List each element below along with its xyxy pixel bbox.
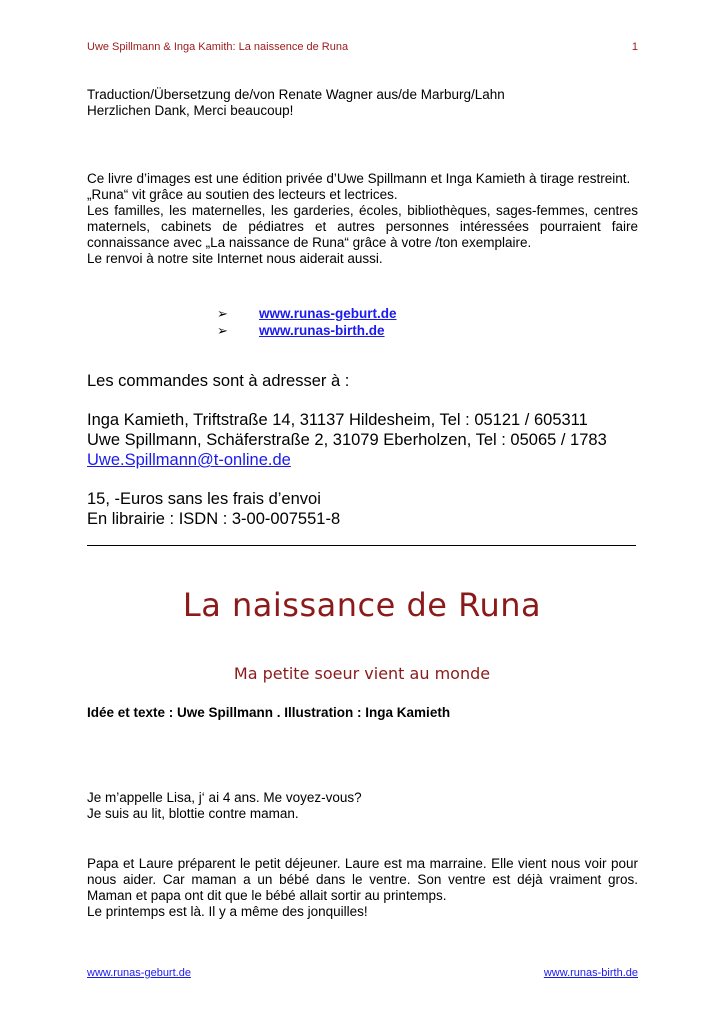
isbn-text: En librairie : ISDN : 3-00-007551-8	[87, 510, 341, 528]
website-list	[217, 305, 397, 339]
address-inga: Inga Kamieth, Triftstraße 14, 31137 Hildesheim, Tel : 05121 / 605311	[87, 411, 588, 429]
story-line-last: Le printemps est là. Il y a même des jonquilles!	[87, 904, 368, 919]
story-line: Je m’appelle Lisa, j‘ ai 4 ans. Me voyez-vous?	[87, 790, 362, 805]
arrow-bullet-icon: ➢	[217, 305, 228, 321]
story-paragraph-2	[87, 856, 638, 920]
intro-section	[87, 171, 638, 267]
translation-credits	[87, 87, 638, 119]
intro-line-4: Le renvoi à notre site Internet nous aiderait aussi.	[87, 251, 383, 266]
intro-paragraph-1: Ce livre d’images est une édition privée d’Uwe Spillmann et Inga Kamieth à tirage restreint.	[87, 171, 631, 186]
arrow-bullet-icon: ➢	[217, 322, 228, 338]
book-subtitle: Ma petite soeur vient au monde	[233, 664, 491, 683]
page-number: 1	[631, 41, 638, 53]
story-text: Papa et Laure préparent le petit déjeuner. Laure est ma marraine. Elle vient nous voir pour nous aider. Car maman a un bébé dans le ventre. Son ventre est déjà vraiment gros. Maman et papa ont dit que le bébé allait sortir au printemps.	[87, 856, 638, 903]
story-line: Je suis au lit, blottie contre maman.	[87, 806, 299, 821]
address-uwe: Uwe Spillmann, Schäferstraße 2, 31079 Eberholzen, Tel : 05065 / 1783	[87, 431, 607, 449]
footer-link-birth[interactable]: www.runas-birth.de	[543, 967, 638, 979]
book-credits: Idée et texte : Uwe Spillmann . Illustration : Inga Kamieth	[87, 705, 451, 720]
orders-heading: Les commandes sont à adresser à :	[87, 372, 350, 390]
translation-line: Traduction/Übersetzung de/von Renate Wagner aus/de Marburg/Lahn	[87, 87, 505, 102]
intro-line-2: „Runa“ vit grâce au soutien des lecteurs et lectrices.	[87, 187, 398, 202]
addresses	[87, 410, 607, 470]
intro-paragraph-3: Les familles, les maternelles, les garderies, écoles, bibliothèques, sages-femmes, centres maternels, cabinets de pédiatres et autres personnes intéressées pourraient faire connaissance avec „La naissance de Runa“ grâce à votre /ton exemplaire.	[87, 203, 638, 250]
thanks-line: Herzlichen Dank, Merci beaucoup!	[87, 103, 294, 118]
list-item	[217, 305, 397, 322]
divider	[87, 545, 636, 546]
footer-link-geburt[interactable]: www.runas-geburt.de	[87, 967, 191, 979]
list-item	[217, 322, 397, 339]
pricing	[87, 489, 340, 529]
story-paragraph-1	[87, 790, 638, 822]
book-title: La naissance de Runa	[182, 586, 542, 624]
price-text: 15, -Euros sans les frais d’envoi	[87, 490, 321, 508]
website-link-geburt[interactable]: www.runas-geburt.de	[259, 305, 397, 321]
website-link-birth[interactable]: www.runas-birth.de	[259, 322, 385, 338]
page-header	[87, 41, 638, 53]
header-title: Uwe Spillmann & Inga Kamith: La naissence de Runa	[87, 41, 349, 53]
email-link[interactable]: Uwe.Spillmann@t-online.de	[87, 451, 291, 469]
